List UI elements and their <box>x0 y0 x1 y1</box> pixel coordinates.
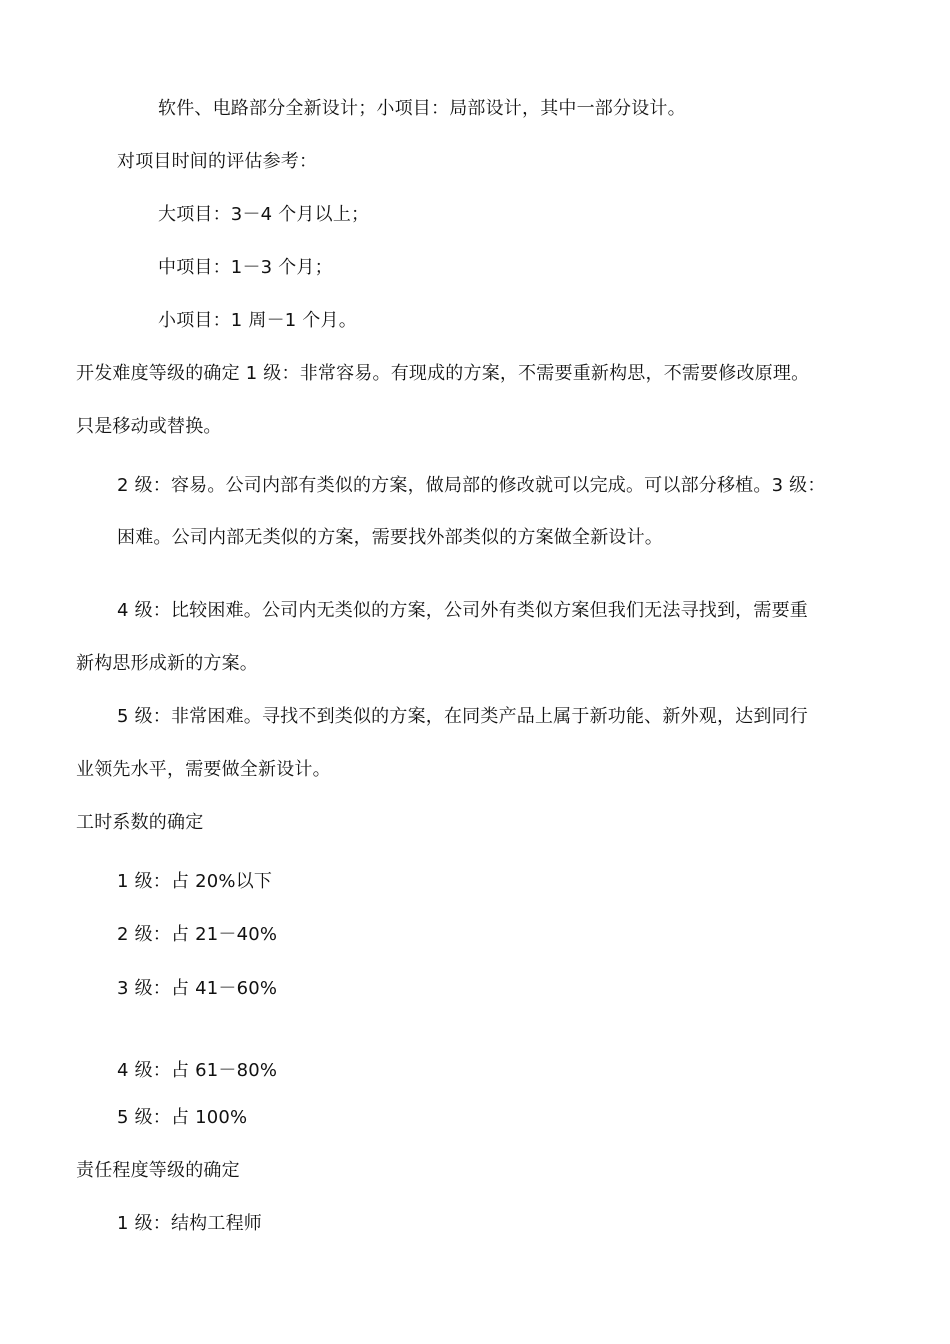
section-heading-work-hour-coefficient: 工时系数的确定 <box>76 812 204 833</box>
text-line-coefficient-level-5: 5 级：占 100% <box>117 1107 248 1128</box>
text-line-design-scope: 软件、电路部分全新设计；小项目：局部设计，其中一部分设计。 <box>158 98 686 119</box>
text-line-coefficient-level-1: 1 级：占 20%以下 <box>117 871 273 892</box>
text-line-medium-project: 中项目：1－3 个月； <box>158 257 333 278</box>
text-line-coefficient-level-4: 4 级：占 61－80% <box>117 1060 278 1081</box>
text-line-coefficient-level-3: 3 级：占 41－60% <box>117 978 278 999</box>
text-line-difficulty-level-1: 开发难度等级的确定 1 级：非常容易。有现成的方案，不需要重新构思，不需要修改原理。 <box>76 363 810 384</box>
text-line-small-project: 小项目：1 周－1 个月。 <box>158 310 357 331</box>
text-line-difficulty-level-4-cont: 新构思形成新的方案。 <box>76 653 258 674</box>
section-heading-responsibility-level: 责任程度等级的确定 <box>76 1160 240 1181</box>
text-line-time-estimate-heading: 对项目时间的评估参考： <box>117 151 318 172</box>
text-line-large-project: 大项目：3－4 个月以上； <box>158 204 370 225</box>
text-line-difficulty-level-5-cont: 业领先水平，需要做全新设计。 <box>76 759 331 780</box>
text-line-difficulty-level-3: 困难。公司内部无类似的方案，需要找外部类似的方案做全新设计。 <box>117 527 663 548</box>
text-line-responsibility-level-1: 1 级：结构工程师 <box>117 1213 262 1234</box>
text-line-difficulty-level-5: 5 级：非常困难。寻找不到类似的方案，在同类产品上属于新功能、新外观，达到同行 <box>117 706 808 727</box>
text-line-difficulty-level-1-cont: 只是移动或替换。 <box>76 416 222 437</box>
text-line-difficulty-level-2: 2 级：容易。公司内部有类似的方案，做局部的修改就可以完成。可以部分移植。3 级： <box>117 475 826 496</box>
text-line-coefficient-level-2: 2 级：占 21－40% <box>117 924 278 945</box>
text-line-difficulty-level-4: 4 级：比较困难。公司内无类似的方案，公司外有类似方案但我们无法寻找到，需要重 <box>117 600 808 621</box>
